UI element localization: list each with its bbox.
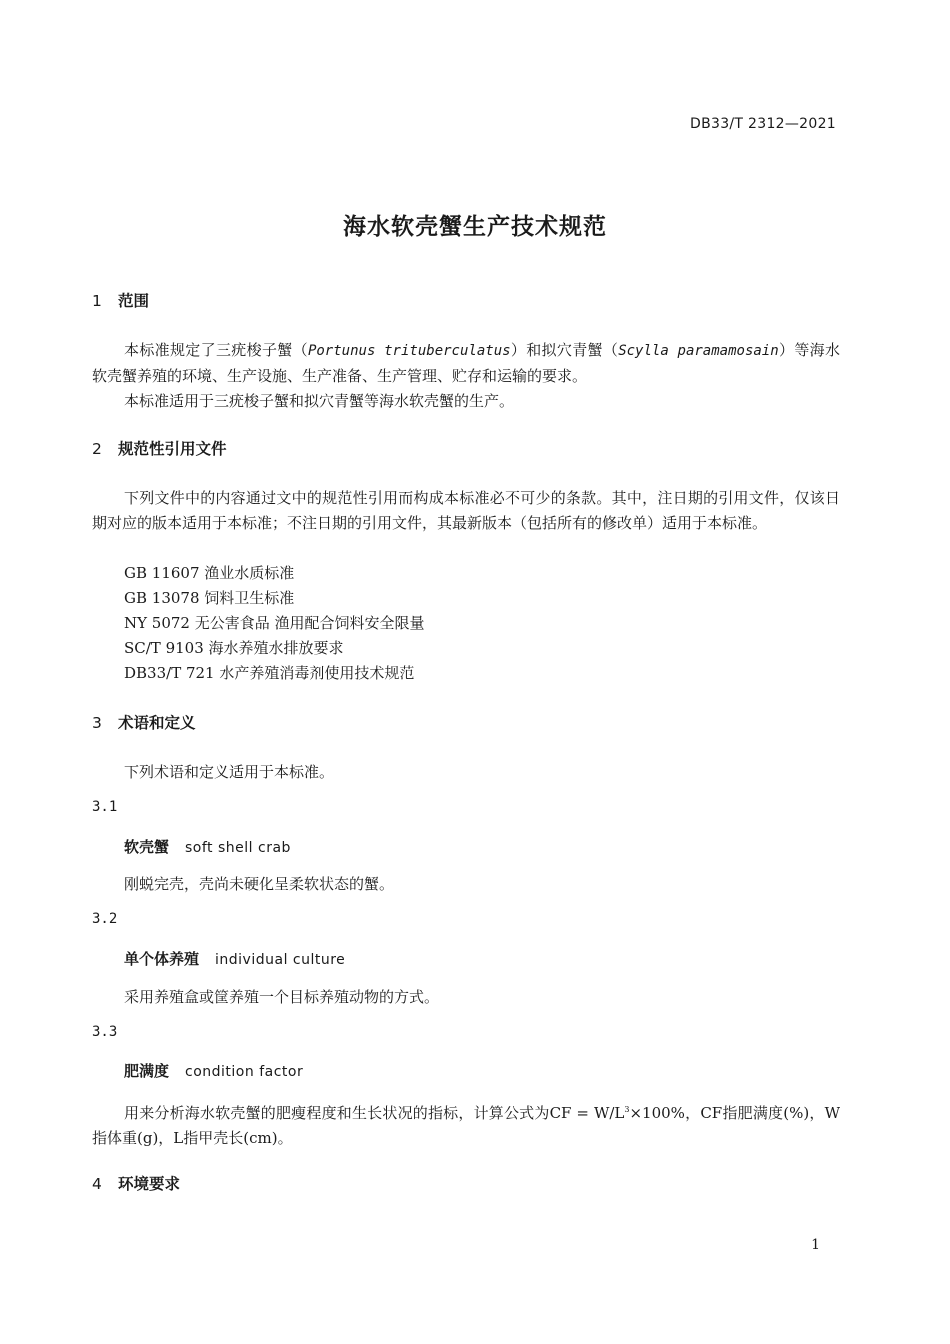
section-1-paragraph-1 xyxy=(92,338,840,389)
term-chinese: 肥满度 xyxy=(124,1062,170,1080)
text-run: 本标准规定了三疣梭子蟹（ xyxy=(124,341,308,359)
section-title: 术语和定义 xyxy=(118,714,196,732)
section-3-intro: 下列术语和定义适用于本标准。 xyxy=(124,763,335,781)
text-run: ×100%，CF指肥满度(%)，W指体重(g)，L指甲壳长(cm)。 xyxy=(92,1104,840,1147)
reference-item: NY 5072 无公害食品 渔用配合饲料安全限量 xyxy=(124,614,425,632)
section-4-heading xyxy=(92,1172,180,1194)
term-entry xyxy=(124,836,291,857)
species-name: Scylla paramamosain xyxy=(618,343,779,359)
reference-item: SC/T 9103 海水养殖水排放要求 xyxy=(124,639,344,657)
term-chinese: 单个体养殖 xyxy=(124,950,200,968)
term-definition: 采用养殖盒或筐养殖一个目标养殖动物的方式。 xyxy=(124,988,440,1006)
term-definition xyxy=(92,1097,840,1151)
species-name: Portunus trituberculatus xyxy=(307,343,511,359)
page-number: 1 xyxy=(811,1237,820,1253)
superscript: 3 xyxy=(624,1105,630,1114)
section-title: 范围 xyxy=(118,292,150,310)
page-title: 海水软壳蟹生产技术规范 xyxy=(343,214,607,240)
section-2-heading xyxy=(92,437,227,459)
section-1-heading xyxy=(92,289,149,311)
term-english: individual culture xyxy=(215,952,346,968)
term-entry xyxy=(124,1060,303,1081)
term-chinese: 软壳蟹 xyxy=(124,838,170,856)
text-run: 用来分析海水软壳蟹的肥瘦程度和生长状况的指标，计算公式为CF = W/L xyxy=(124,1104,625,1122)
term-entry xyxy=(124,948,345,969)
section-3-heading xyxy=(92,711,196,733)
section-title: 规范性引用文件 xyxy=(118,440,227,458)
section-title: 环境要求 xyxy=(118,1175,181,1193)
term-english: soft shell crab xyxy=(185,840,291,856)
term-definition: 刚蜕完壳，壳尚未硬化呈柔软状态的蟹。 xyxy=(124,875,395,893)
reference-item: GB 11607 渔业水质标准 xyxy=(124,564,295,582)
reference-item: DB33/T 721 水产养殖消毒剂使用技术规范 xyxy=(124,664,415,682)
section-number: 2 xyxy=(92,440,102,458)
standard-code: DB33/T 2312—2021 xyxy=(690,116,836,132)
term-english: condition factor xyxy=(185,1064,304,1080)
term-number: 3.3 xyxy=(92,1024,118,1040)
reference-item: GB 13078 饲料卫生标准 xyxy=(124,589,295,607)
text-run: ）和拟穴青蟹（ xyxy=(510,341,619,359)
text-run: ）等海水软壳蟹养殖的环境、生产设施、生产准备、生产管理、贮存和运输的要求。 xyxy=(92,341,840,385)
section-number: 4 xyxy=(92,1175,102,1193)
section-number: 1 xyxy=(92,292,102,310)
section-2-paragraph-1: 下列文件中的内容通过文中的规范性引用而构成本标准必不可少的条款。其中，注日期的引用文件，仅该日期对应的版本适用于本标准；不注日期的引用文件，其最新版本（包括所有的修改单）适用于本标准。 xyxy=(92,489,840,532)
section-number: 3 xyxy=(92,714,102,732)
term-number: 3.2 xyxy=(92,911,118,927)
term-number: 3.1 xyxy=(92,799,118,815)
section-1-paragraph-2: 本标准适用于三疣梭子蟹和拟穴青蟹等海水软壳蟹的生产。 xyxy=(124,392,515,410)
